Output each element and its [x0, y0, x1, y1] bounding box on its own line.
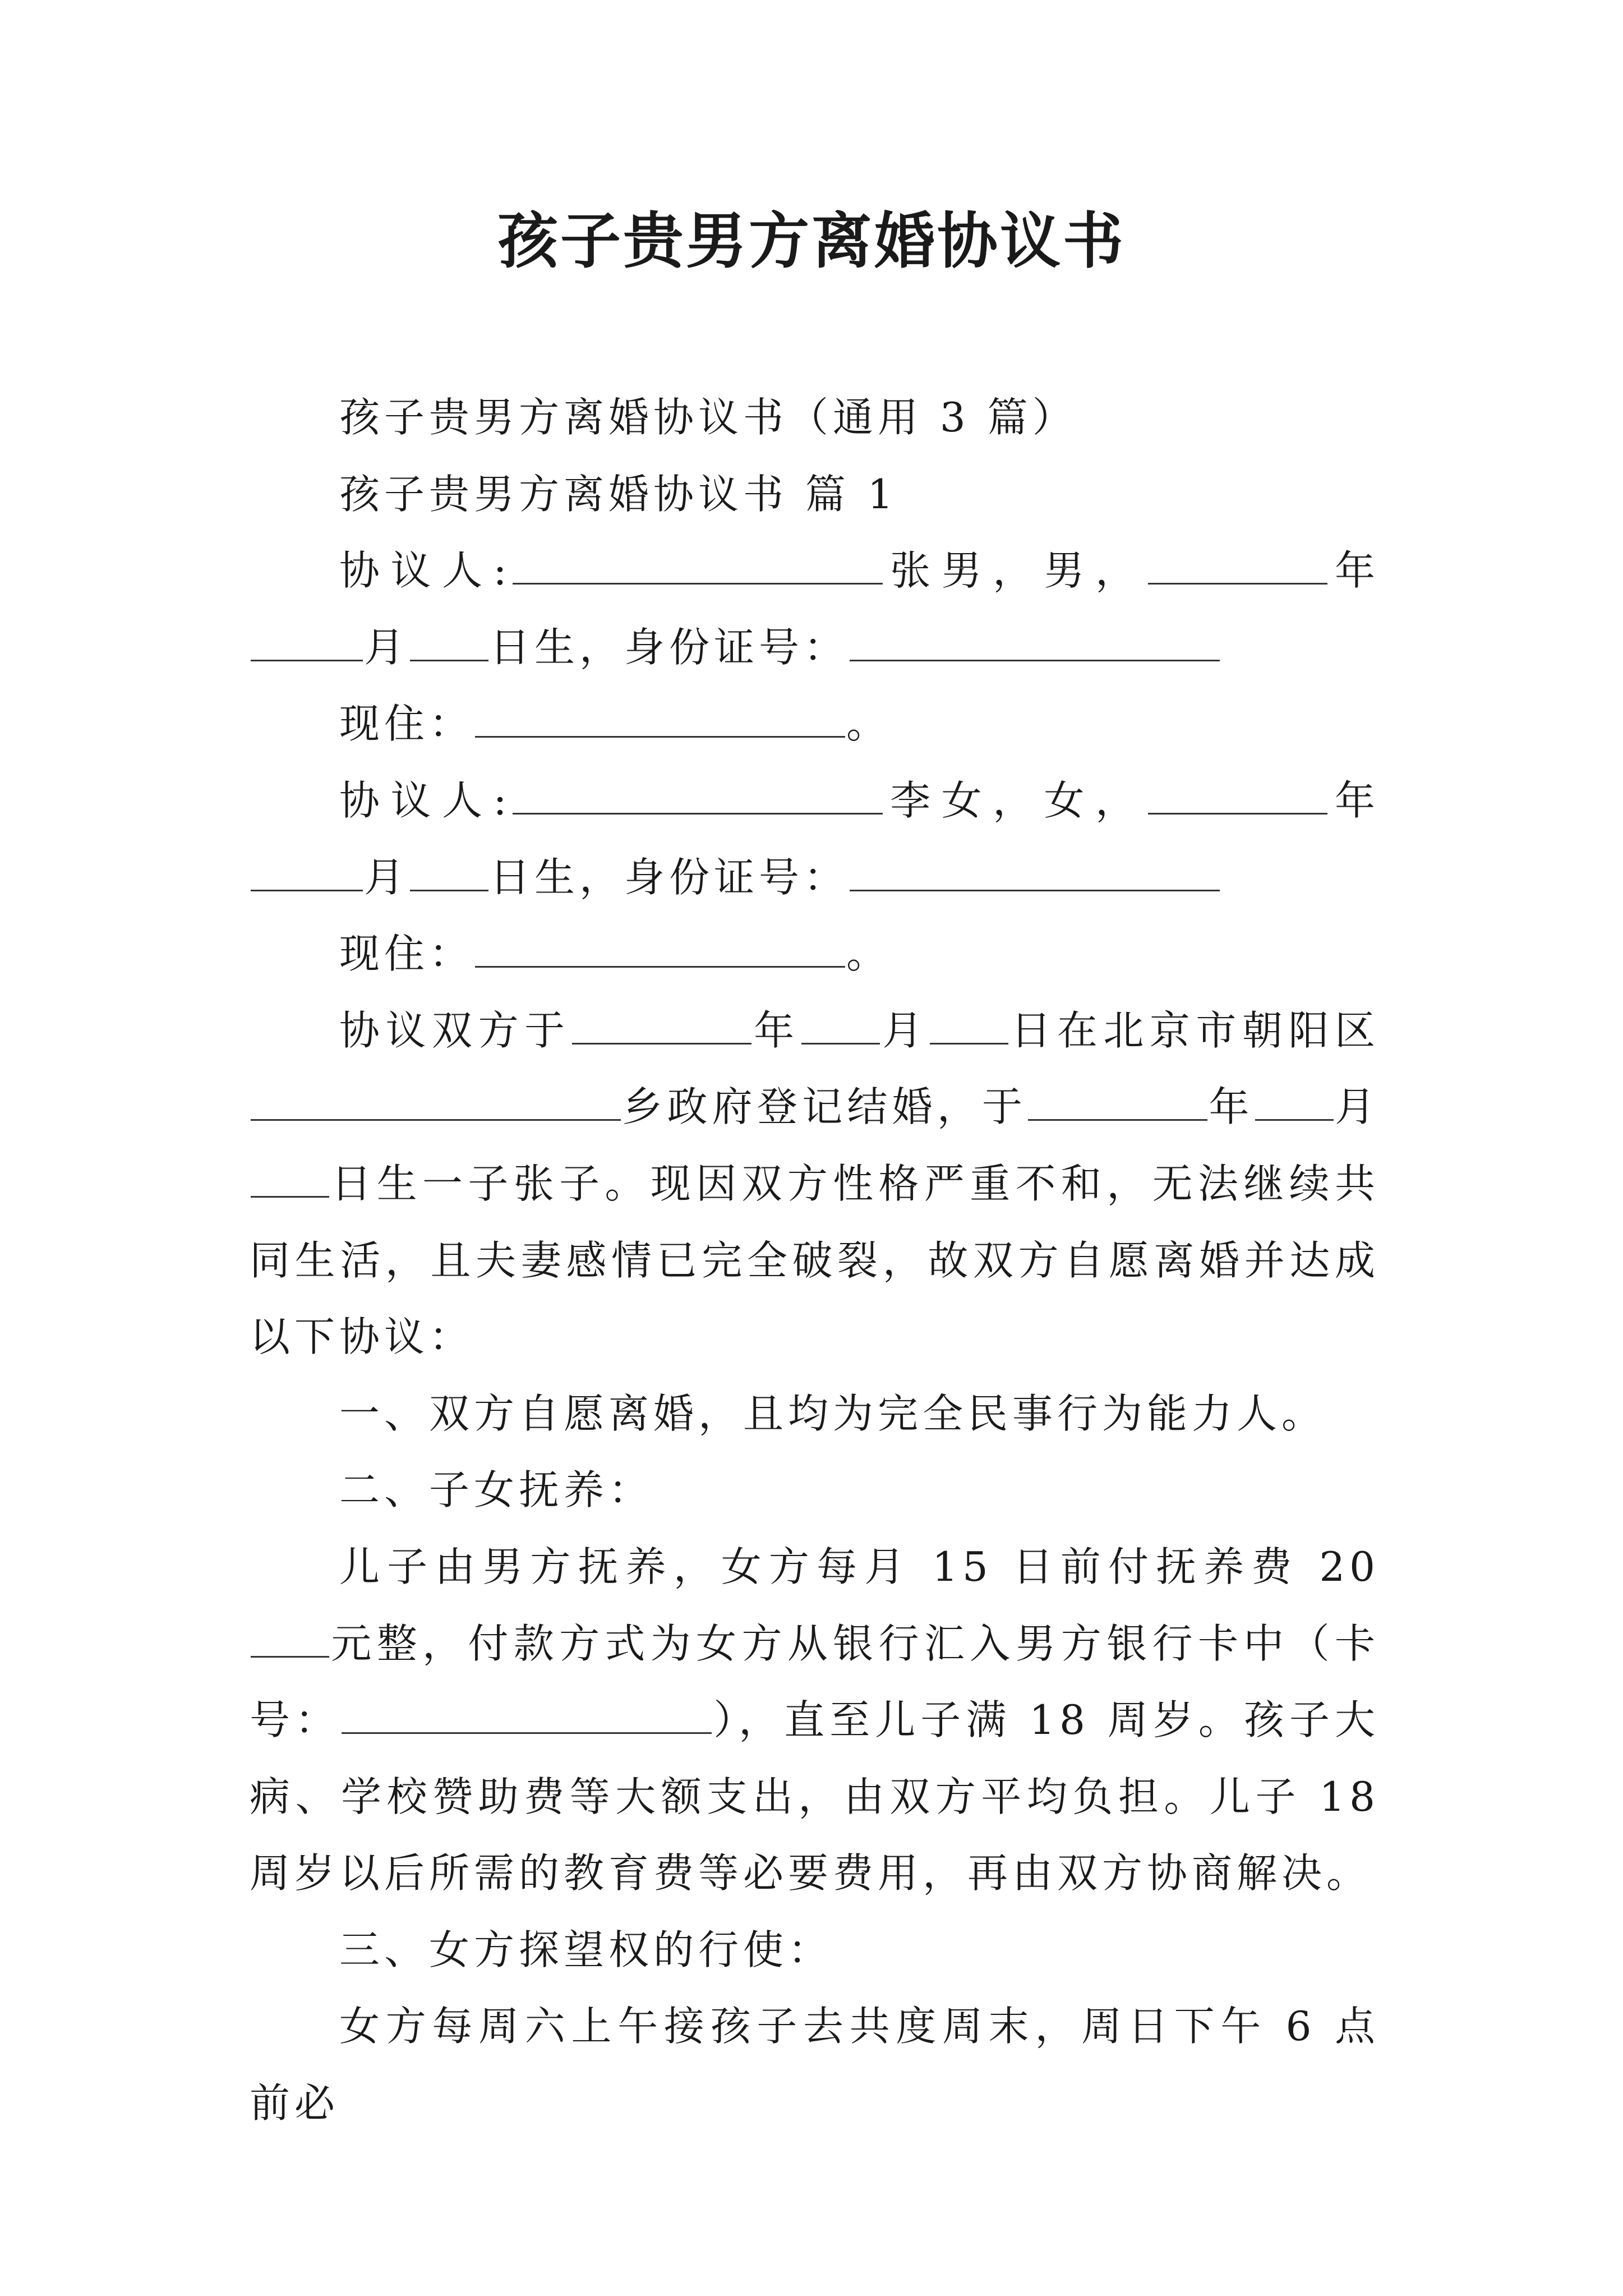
- party1-month: 月: [364, 623, 409, 671]
- blank-line: [475, 691, 845, 738]
- blank-line: [1028, 1074, 1207, 1121]
- blank-line: [251, 1074, 621, 1121]
- party1-address-label: 现住：: [339, 700, 474, 748]
- party2-address-label: 现住：: [339, 930, 474, 978]
- blank-line: [251, 845, 363, 891]
- section-heading: 孩子贵男方离婚协议书 篇 1: [339, 470, 898, 518]
- blank-line: [930, 998, 1008, 1045]
- blank-line: [801, 998, 880, 1045]
- party1-birth: 日生，身份证号：: [490, 623, 849, 671]
- subtitle: 孩子贵男方离婚协议书（通用 3 篇）: [339, 394, 1077, 441]
- party1-address-end: 。: [846, 700, 892, 748]
- document-title: 孩子贵男方离婚协议书: [497, 206, 1126, 277]
- blank-line: [251, 1611, 329, 1658]
- clause-1: 一、双方自愿离婚，且均为完全民事行为能力人。: [339, 1389, 1327, 1437]
- party2-address-end: 。: [846, 930, 892, 978]
- blank-line: [850, 845, 1220, 891]
- clause-2-rest: ），直至儿子满 18 周岁。孩子大病、学校赞助费等大额支出，由双方平均负担。儿子 18 周岁以后所需的教育费等必要费用，再由双方协商解决。: [250, 1696, 1380, 1897]
- blank-line: [572, 998, 751, 1045]
- marriage-paragraph: [250, 992, 1380, 1375]
- party2-address: [250, 915, 1380, 992]
- blank-line: [850, 615, 1220, 661]
- marriage-place: 日在北京市朝阳区: [1009, 1006, 1380, 1054]
- party1-address: [250, 685, 1380, 762]
- blank-line: [410, 845, 488, 891]
- clause-3-heading: 三、女方探望权的行使：: [339, 1926, 833, 1973]
- party2-info: [250, 762, 1380, 915]
- clause-3-body: 女方每周六上午接孩子去共度周末，周日下午 6 点前必: [250, 2003, 1380, 2127]
- marriage-month: 月: [880, 1006, 929, 1054]
- party1-info: [250, 532, 1380, 685]
- blank-line: [410, 615, 488, 661]
- party2-name: 李女，女，: [883, 776, 1147, 824]
- blank-line: [251, 1151, 329, 1198]
- blank-line: [513, 538, 883, 585]
- blank-line: [475, 921, 845, 968]
- clause-2-text: 儿子由男方抚养，女方每月 15 日前付抚养费 20: [339, 1543, 1380, 1590]
- party1-name: 张男，男，: [883, 547, 1147, 595]
- clause-2-payment: 元整，付款方式为女方从银行汇入男方银行卡中（卡号：: [250, 1619, 1380, 1744]
- blank-line: [1148, 538, 1327, 585]
- clause-2-body: [250, 1529, 1380, 1912]
- blank-line: [513, 768, 883, 815]
- party2-label: 协议人:: [339, 776, 511, 824]
- party2-birth: 日生，身份证号：: [490, 853, 849, 901]
- blank-line: [1255, 1074, 1334, 1121]
- marriage-rest: 日生一子张子。现因双方性格严重不和，无法继续共同生活，且夫妻感情已完全破裂，故双方自愿离婚并达成以下协议：: [250, 1159, 1380, 1361]
- clause-2-heading: 二、子女抚养：: [339, 1466, 654, 1514]
- document-body: [250, 379, 1380, 2142]
- marriage-registry: 乡政府登记结婚，于: [622, 1083, 1027, 1131]
- marriage-year: 年: [752, 1006, 800, 1054]
- marriage-month2: 月: [1334, 1083, 1380, 1131]
- marriage-year2: 年: [1209, 1083, 1254, 1131]
- party2-year: 年: [1328, 776, 1380, 824]
- blank-line: [251, 615, 363, 661]
- party2-month: 月: [364, 853, 409, 901]
- party1-label: 协议人:: [339, 547, 511, 595]
- blank-line: [1148, 768, 1327, 815]
- party1-year: 年: [1328, 547, 1380, 595]
- blank-line: [342, 1687, 712, 1734]
- marriage-text: 协议双方于: [339, 1006, 571, 1054]
